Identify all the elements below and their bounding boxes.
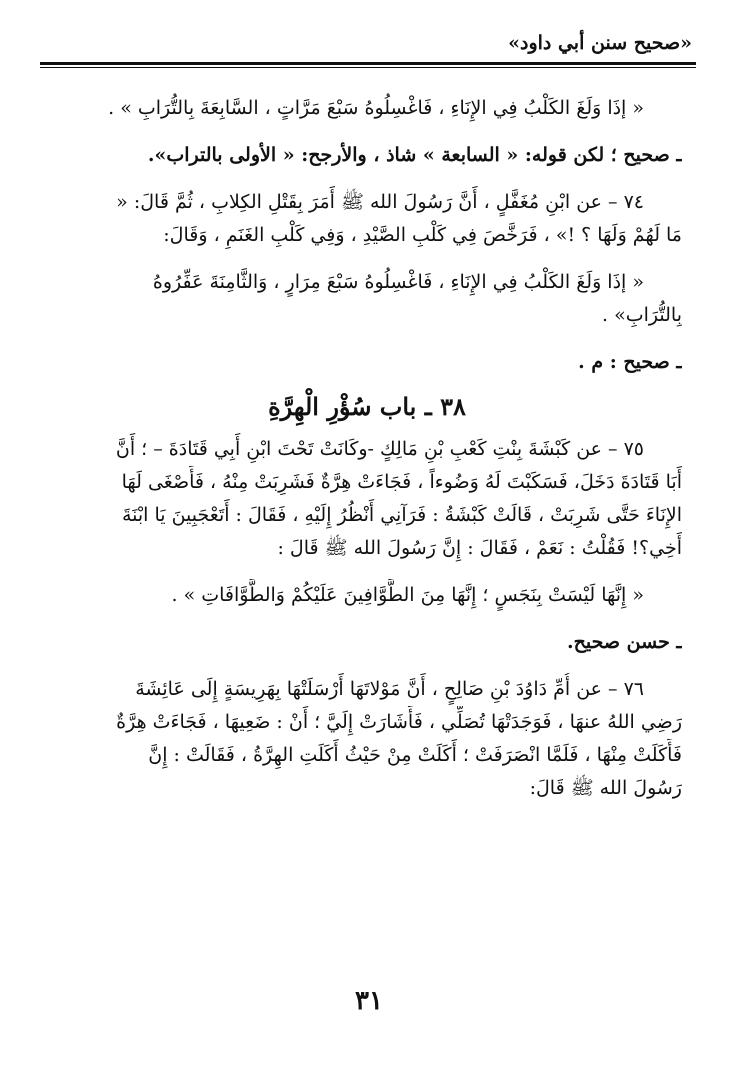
hadith-75-quote: « إِنَّهَا لَيْسَتْ بِنَجَسٍ ؛ إِنَّهَا مِنَ الطَّوَّافِينَ عَلَيْكُمْ وَالطَّوَّافَاتِ » . xyxy=(171,584,644,606)
hadith-76-line-3: فَأَكَلَتْ مِنْهَا ، فَلَمَّا انْصَرَفَتْ ؛ أَكَلَتْ مِنْ حَيْثُ أَكَلَتِ الهِرَّةُ ، فَقَالَتْ : إِنَّ xyxy=(148,744,682,766)
hadith-75-line-4: أَخِي؟! فَقُلْتُ : نَعَمْ ، فَقَالَ : إِنَّ رَسُولَ الله ﷺ قَالَ : xyxy=(277,537,682,559)
hadith-76-line-4: رَسُولَ الله ﷺ قَالَ: xyxy=(529,777,682,799)
hadith-74-line-2: مَا لَهُمْ وَلَهَا ؟ !» ، فَرَخَّصَ فِي كَلْبِ الصَّيْدِ ، وَفِي كَلْبِ الغَنَمِ ، وَقَالَ: xyxy=(163,224,682,246)
hadith-74-line-1: ٧٤ – عن ابْنِ مُغَفَّلٍ ، أَنَّ رَسُولَ الله ﷺ أَمَرَ بِقَتْلِ الكِلابِ ، ثُمَّ قَالَ: « xyxy=(116,191,644,213)
running-header xyxy=(40,30,696,60)
hadith-75-line-2: أَبَا قَتَادَةَ دَخَلَ، فَسَكَبْتَ لَهُ وَضُوءاً ، فَجَاءَتْ هِرَّةٌ فَشَرِبَتْ مِنْهُ ، فَأَصْغَى لَهَا xyxy=(121,471,682,493)
page-body xyxy=(52,92,682,805)
hadith-75-line-1: ٧٥ – عن كَبْشَةَ بِنْتِ كَعْبِ بْنِ مَالِكٍ -وكَانَتْ تَحْتَ ابْنِ أَبِي قَتَادَةَ – ؛ أَنَّ xyxy=(115,438,644,460)
hadith-74-quote-line-1: « إذَا وَلَغَ الكَلْبُ فِي الإِنَاءِ ، فَاغْسِلُوهُ سَبْعَ مِرَارٍ ، وَالثَّامِنَةَ عَفِّرُوهُ xyxy=(152,271,644,293)
hadith-74-grading: ـ صحيح : م . xyxy=(578,351,682,373)
hadith-74-quote-line-2: بِالتُّرَابِ» . xyxy=(602,304,682,326)
hadith-75-line-3: الإِنَاءَ حَتَّى شَرِبَتْ ، قَالَتْ كَبْشَةُ : فَرَآنِي أَنْظُرُ إِلَيْهِ ، فَقَالَ : أَتَعْجَبِينَ يَا ابْنَةَ xyxy=(121,504,682,526)
running-header-title: «صحيح سنن أبي داود» xyxy=(508,32,692,54)
page-number: ٣١ xyxy=(355,986,383,1016)
hadith-76-line-1: ٧٦ – عن أُمِّ دَاوُدَ بْنِ صَالِحٍ ، أَنَّ مَوْلاتَهَا أَرْسَلَتْهَا بِهَرِيسَةٍ إِلَى عَائِشَةَ xyxy=(135,678,644,700)
hadith-quote: « إذَا وَلَغَ الكَلْبُ فِي الإِنَاءِ ، فَاغْسِلُوهُ سَبْعَ مَرَّاتٍ ، السَّابِعَةَ بِالتُّرَابِ » . xyxy=(108,97,644,119)
hadith-75-grading: ـ حسن صحيح. xyxy=(567,631,682,653)
chapter-heading: ٣٨ ـ باب سُؤْرِ الْهِرَّةِ xyxy=(268,392,466,421)
header-rule-thick xyxy=(40,62,696,65)
grading-note: ـ صحيح ؛ لكن قوله: « السابعة » شاذ ، والأرجح: « الأولى بالتراب». xyxy=(147,144,682,166)
hadith-76-line-2: رَضِي اللهُ عنهَا ، فَوَجَدَتْهَا تُصَلِّي ، فَأَشَارَتْ إِلَيَّ ؛ أَنْ : ضَعِيهَا ، فَجَاءَتْ هِرَّةٌ xyxy=(116,711,682,733)
header-rule-thin xyxy=(40,67,696,68)
